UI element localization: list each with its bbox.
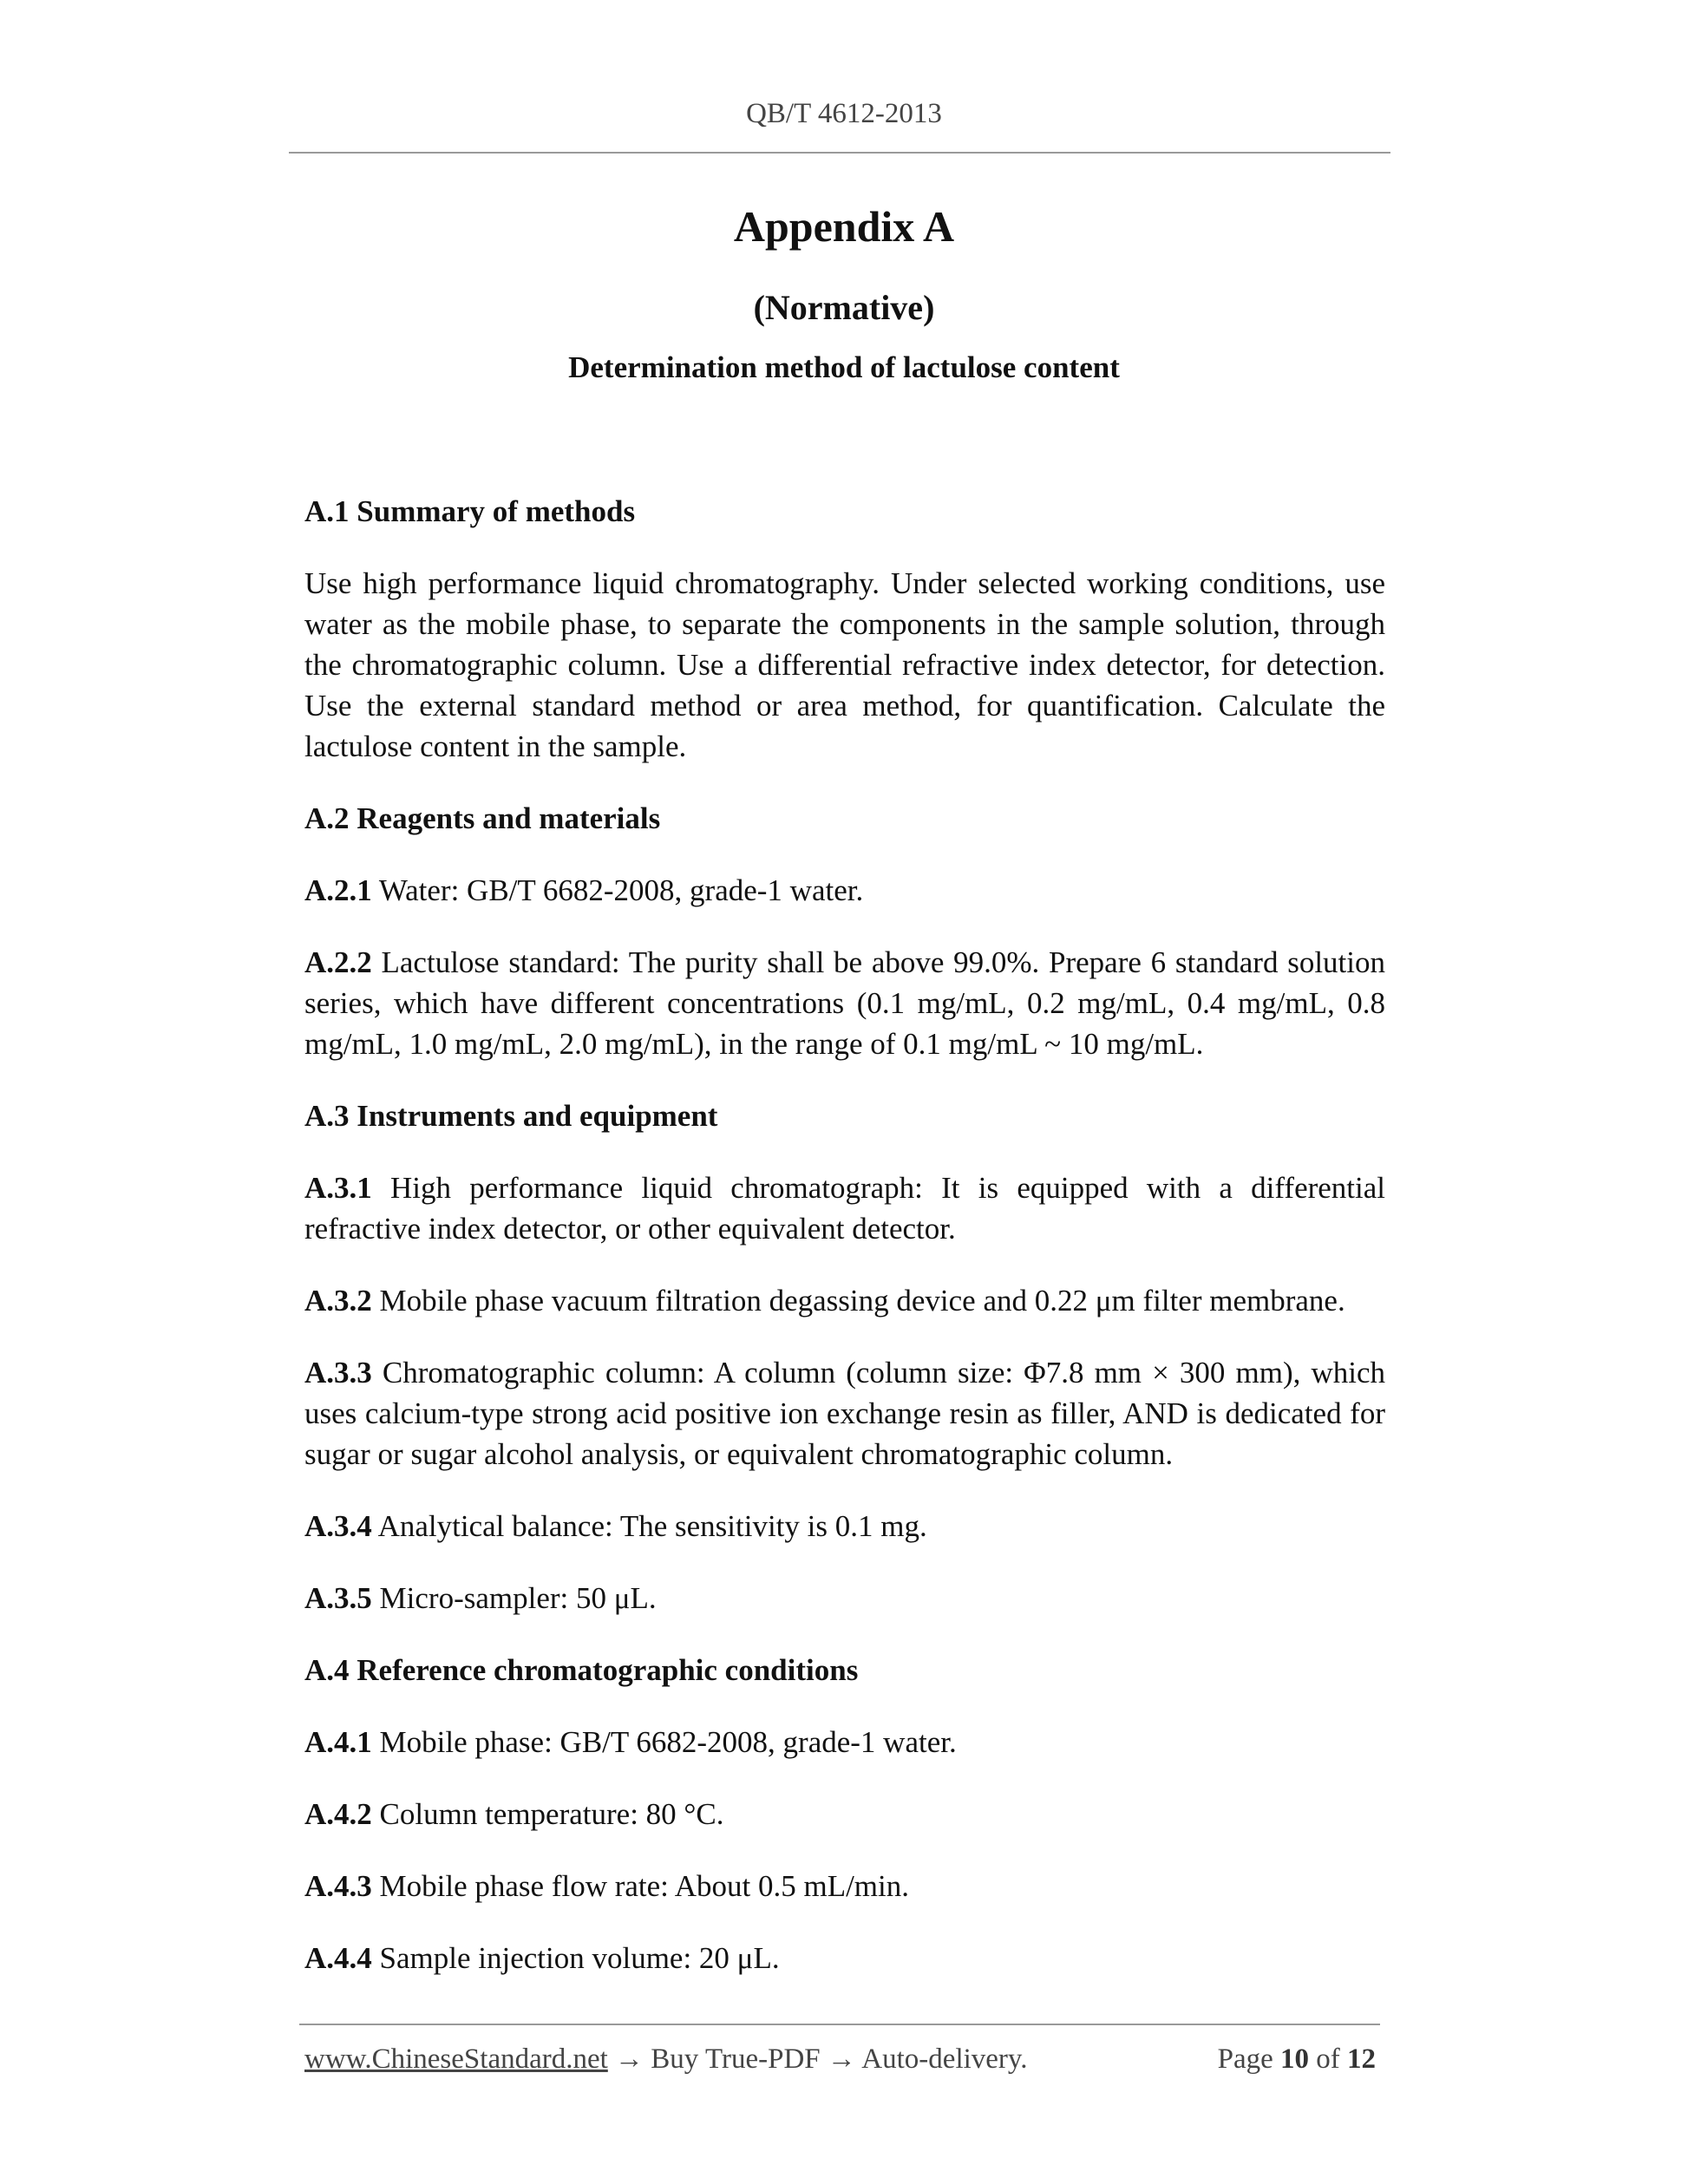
clause-a2-2 xyxy=(304,942,1385,1064)
footer-promo xyxy=(304,2043,1028,2075)
paragraph-a1: Use high performance liquid chromatography. Under selected working conditions, use water as the mobile phase, to separate the components in the sample solution, through the chromatographic column. Use a differential refractive index detector, for detection. Use the external standard method or area method, for quantification. Calculate the lactulose content in the sample. xyxy=(304,566,1385,763)
clause-a4-2 xyxy=(304,1794,1385,1834)
page-footer xyxy=(304,2043,1376,2076)
clause-text: Water: GB/T 6682-2008, grade-1 water. xyxy=(371,873,864,907)
clause-text: Mobile phase: GB/T 6682-2008, grade-1 water. xyxy=(371,1725,957,1759)
promo-text: → Buy True-PDF → Auto-delivery. xyxy=(607,2043,1028,2075)
section-heading-a3: A.3 Instruments and equipment xyxy=(304,1099,718,1133)
section-heading-a2: A.2 Reagents and materials xyxy=(304,801,661,835)
clause-number: A.2.2 xyxy=(304,945,372,979)
clause-a2-1 xyxy=(304,870,1385,911)
clause-text: High performance liquid chromatograph: It is equipped with a differential refractive index detector, or other equivalent detector. xyxy=(304,1171,1385,1246)
clause-number: A.4.3 xyxy=(304,1869,372,1903)
clause-a3-2 xyxy=(304,1280,1385,1321)
appendix-heading: Determination method of lactulose content xyxy=(568,350,1120,384)
clause-number: A.2.1 xyxy=(304,873,372,907)
page-label: Page xyxy=(1217,2043,1280,2075)
clause-a3-3 xyxy=(304,1352,1385,1475)
section-heading-a1: A.1 Summary of methods xyxy=(304,494,636,528)
clause-text: Micro-sampler: 50 μL. xyxy=(371,1581,657,1615)
clause-number: A.4.1 xyxy=(304,1725,372,1759)
clause-text: Column temperature: 80 °C. xyxy=(371,1797,724,1831)
footer-divider xyxy=(299,2024,1380,2025)
clause-number: A.3.5 xyxy=(304,1581,372,1615)
clause-a4-3 xyxy=(304,1866,1385,1906)
clause-a3-1 xyxy=(304,1167,1385,1249)
clause-number: A.3.3 xyxy=(304,1356,372,1390)
page-of: of xyxy=(1309,2043,1347,2075)
appendix-title: Appendix A xyxy=(733,202,955,251)
clause-number: A.3.4 xyxy=(304,1509,372,1543)
clause-number: A.4.2 xyxy=(304,1797,372,1831)
clause-a3-5 xyxy=(304,1578,1385,1618)
section-heading-a4: A.4 Reference chromatographic conditions xyxy=(304,1653,859,1687)
clause-number: A.4.4 xyxy=(304,1941,372,1975)
clause-text: Sample injection volume: 20 μL. xyxy=(371,1941,780,1975)
clause-text: Analytical balance: The sensitivity is 0.1 mg. xyxy=(371,1509,927,1543)
clause-a3-4 xyxy=(304,1506,1385,1546)
clause-a4-4 xyxy=(304,1938,1385,1978)
header-standard-code: QB/T 4612-2013 xyxy=(746,98,942,129)
page-total: 12 xyxy=(1347,2043,1376,2075)
appendix-subtitle: (Normative) xyxy=(753,288,935,327)
document-body xyxy=(304,491,1385,2010)
header-divider xyxy=(289,152,1390,154)
clause-number: A.3.1 xyxy=(304,1171,372,1205)
clause-number: A.3.2 xyxy=(304,1284,372,1318)
clause-text: Lactulose standard: The purity shall be above 99.0%. Prepare 6 standard solution series, which have different concentrations (0.1 mg/mL, 0.2 mg/mL, 0.4 mg/mL, 0.8 mg/mL, 1.0 mg/mL, 2.0 mg/mL), in the range of 0.1 mg/mL ~ 10 mg/mL. xyxy=(304,945,1385,1061)
clause-text: Chromatographic column: A column (column size: Φ7.8 mm × 300 mm), which uses calcium-type strong acid positive ion exchange resin as filler, AND is dedicated for sugar or sugar alcohol analysis, or equivalent chromatographic column. xyxy=(304,1356,1385,1471)
clause-text: Mobile phase flow rate: About 0.5 mL/min. xyxy=(371,1869,909,1903)
clause-text: Mobile phase vacuum filtration degassing device and 0.22 μm filter membrane. xyxy=(371,1284,1345,1318)
website-link[interactable]: www.ChineseStandard.net xyxy=(304,2043,608,2075)
clause-a4-1 xyxy=(304,1722,1385,1762)
page-current: 10 xyxy=(1280,2043,1309,2075)
page-number xyxy=(1218,2043,1376,2076)
